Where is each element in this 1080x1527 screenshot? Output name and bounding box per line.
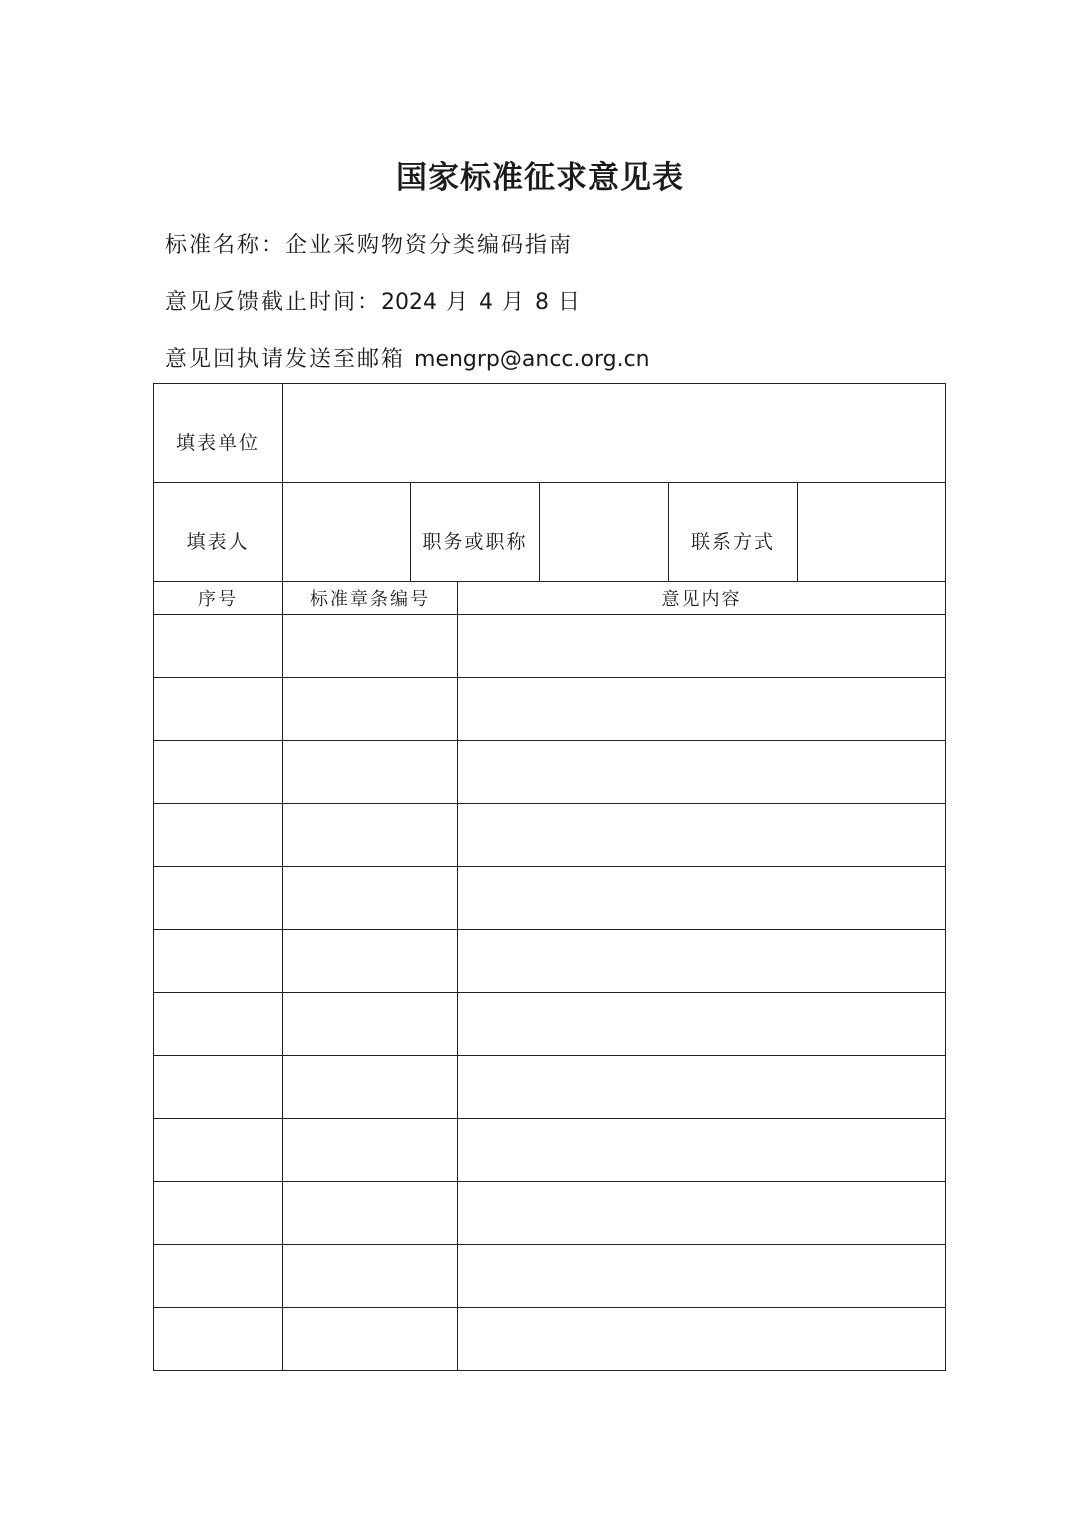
comment-cell[interactable] — [458, 615, 946, 678]
position-input-cell[interactable] — [540, 483, 669, 582]
clause-cell[interactable] — [283, 1182, 458, 1245]
email-line — [165, 342, 650, 373]
contact-label: 联系方式 — [669, 483, 798, 582]
clause-cell[interactable] — [283, 741, 458, 804]
person-row — [154, 483, 946, 582]
table-row — [154, 741, 946, 804]
deadline-day: 8 — [535, 290, 550, 315]
table-row — [154, 867, 946, 930]
comment-cell[interactable] — [458, 678, 946, 741]
table-row — [154, 678, 946, 741]
comment-cell[interactable] — [458, 1119, 946, 1182]
table-row — [154, 1245, 946, 1308]
serial-cell[interactable] — [154, 1308, 283, 1371]
serial-cell[interactable] — [154, 1245, 283, 1308]
clause-cell[interactable] — [283, 678, 458, 741]
serial-cell[interactable] — [154, 1119, 283, 1182]
comment-cell[interactable] — [458, 804, 946, 867]
clause-cell[interactable] — [283, 867, 458, 930]
column-header-row — [154, 582, 946, 615]
feedback-form-table — [153, 383, 946, 1371]
serial-cell[interactable] — [154, 1056, 283, 1119]
deadline-line — [165, 285, 582, 316]
deadline-day-unit: 日 — [558, 290, 583, 315]
deadline-year: 2024 — [381, 290, 438, 315]
clause-cell[interactable] — [283, 1245, 458, 1308]
email-label: 意见回执请发送至邮箱 — [165, 347, 406, 372]
table-row — [154, 1056, 946, 1119]
contact-input-cell[interactable] — [798, 483, 946, 582]
position-label: 职务或职称 — [411, 483, 540, 582]
standard-name-label: 标准名称： — [165, 233, 286, 258]
comment-cell[interactable] — [458, 930, 946, 993]
comment-cell[interactable] — [458, 1182, 946, 1245]
column-header-serial: 序号 — [154, 582, 283, 615]
comment-rows — [154, 615, 946, 1371]
serial-cell[interactable] — [154, 1182, 283, 1245]
standard-name-line — [165, 228, 573, 259]
comment-cell[interactable] — [458, 1245, 946, 1308]
column-header-comment: 意见内容 — [458, 582, 946, 615]
comment-cell[interactable] — [458, 1056, 946, 1119]
comment-cell[interactable] — [458, 867, 946, 930]
comment-cell[interactable] — [458, 1308, 946, 1371]
standard-name-value: 企业采购物资分类编码指南 — [285, 233, 574, 258]
email-address: mengrp@ancc.org.cn — [414, 347, 650, 372]
serial-cell[interactable] — [154, 615, 283, 678]
deadline-label: 意见反馈截止时间： — [165, 290, 382, 315]
clause-cell[interactable] — [283, 1308, 458, 1371]
deadline-month-unit: 月 — [502, 290, 527, 315]
clause-cell[interactable] — [283, 930, 458, 993]
clause-cell[interactable] — [283, 1056, 458, 1119]
table-row — [154, 615, 946, 678]
table-row — [154, 930, 946, 993]
table-row — [154, 1119, 946, 1182]
table-row — [154, 993, 946, 1056]
unit-label: 填表单位 — [154, 384, 283, 483]
unit-row — [154, 384, 946, 483]
person-label: 填表人 — [154, 483, 283, 582]
serial-cell[interactable] — [154, 930, 283, 993]
serial-cell[interactable] — [154, 867, 283, 930]
table-row — [154, 804, 946, 867]
clause-cell[interactable] — [283, 1119, 458, 1182]
serial-cell[interactable] — [154, 993, 283, 1056]
serial-cell[interactable] — [154, 741, 283, 804]
page-title: 国家标准征求意见表 — [396, 160, 684, 196]
column-header-clause: 标准章条编号 — [283, 582, 458, 615]
deadline-year-unit: 月 — [446, 290, 471, 315]
comment-cell[interactable] — [458, 993, 946, 1056]
deadline-month: 4 — [479, 290, 494, 315]
clause-cell[interactable] — [283, 993, 458, 1056]
comment-cell[interactable] — [458, 741, 946, 804]
serial-cell[interactable] — [154, 804, 283, 867]
person-input-cell[interactable] — [283, 483, 411, 582]
serial-cell[interactable] — [154, 678, 283, 741]
clause-cell[interactable] — [283, 615, 458, 678]
unit-input-cell[interactable] — [283, 384, 946, 483]
clause-cell[interactable] — [283, 804, 458, 867]
table-row — [154, 1182, 946, 1245]
table-row — [154, 1308, 946, 1371]
